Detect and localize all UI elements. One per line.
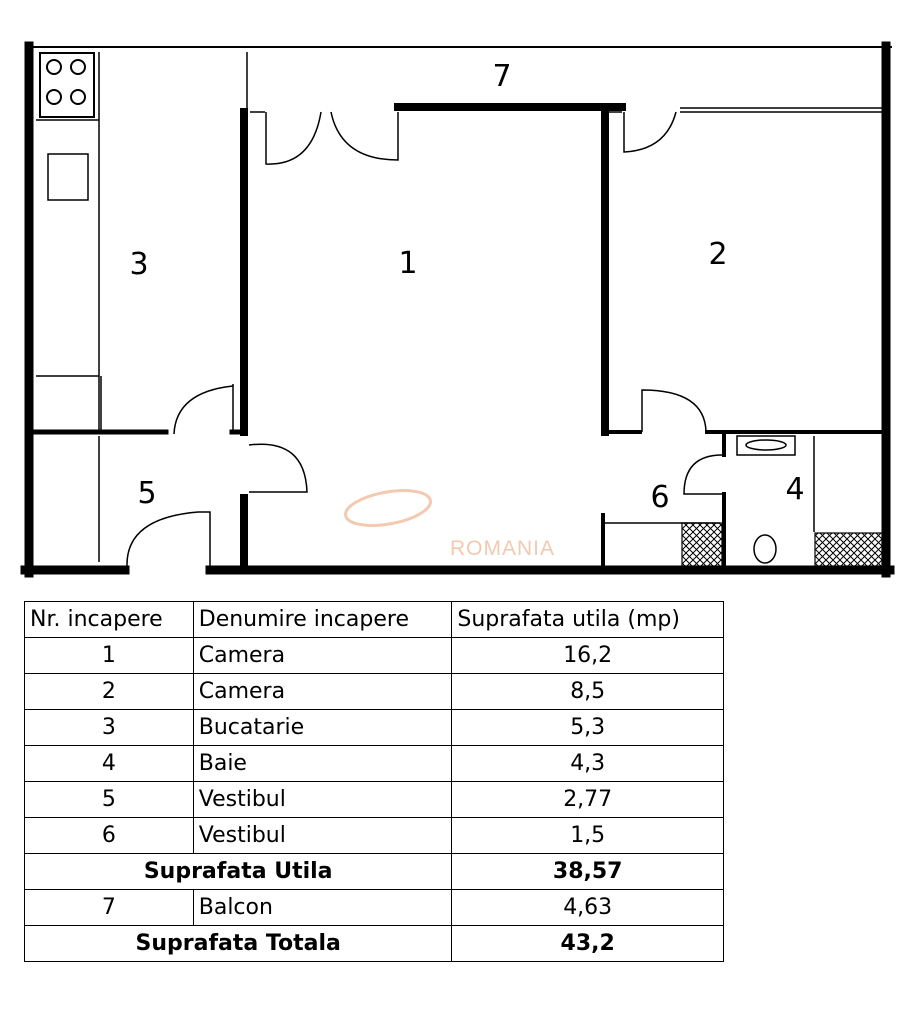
- door-closet-left: [266, 112, 321, 164]
- cell-area: 8,5: [452, 674, 724, 710]
- door-bath: [684, 455, 722, 494]
- room-label-1: 1: [398, 246, 418, 281]
- total-label: Suprafata Totala: [25, 926, 452, 962]
- cell-area: 1,5: [452, 818, 724, 854]
- room-label-6: 6: [650, 480, 670, 515]
- table-row: [25, 746, 724, 782]
- cell-area: 4,63: [452, 890, 724, 926]
- thin-lines: [36, 52, 882, 562]
- sink-icon: [48, 154, 88, 200]
- room-label-7: 7: [492, 59, 512, 94]
- room-label-4: 4: [785, 472, 805, 507]
- cell-area: 16,2: [452, 638, 724, 674]
- cell-nr: 5: [25, 782, 194, 818]
- door-kitchen: [174, 386, 233, 434]
- door-room2: [624, 112, 676, 152]
- cell-area: 5,3: [452, 710, 724, 746]
- door-closet-right: [331, 112, 398, 160]
- shaft-hatch-icon: [682, 523, 722, 566]
- header-name: Denumire incapere: [193, 602, 452, 638]
- table-header-row: [25, 602, 724, 638]
- cell-name: Camera: [193, 638, 452, 674]
- toilet-icon: [754, 535, 776, 563]
- subtotal-row: [25, 854, 724, 890]
- total-row: [25, 926, 724, 962]
- cell-name: Bucatarie: [193, 710, 452, 746]
- table-row: [25, 710, 724, 746]
- cell-name: Balcon: [193, 890, 452, 926]
- cell-area: 4,3: [452, 746, 724, 782]
- table-row: [25, 782, 724, 818]
- cell-nr: 1: [25, 638, 194, 674]
- table-row: [25, 638, 724, 674]
- room-label-2: 2: [708, 237, 728, 272]
- watermark-text: ROMANIA: [450, 537, 556, 560]
- subtotal-label: Suprafata Utila: [25, 854, 452, 890]
- cell-name: Vestibul: [193, 818, 452, 854]
- door-room2-lower: [642, 390, 706, 432]
- cell-nr: 6: [25, 818, 194, 854]
- total-area: 43,2: [452, 926, 724, 962]
- cell-nr: 7: [25, 890, 194, 926]
- door-entrance: [127, 512, 210, 566]
- cell-name: Camera: [193, 674, 452, 710]
- door-swings: [127, 112, 722, 566]
- room-label-3: 3: [129, 247, 149, 282]
- cell-nr: 2: [25, 674, 194, 710]
- header-nr: Nr. incapere: [25, 602, 194, 638]
- subtotal-area: 38,57: [452, 854, 724, 890]
- room-label-5: 5: [137, 476, 157, 511]
- area-table: [24, 601, 724, 962]
- cell-name: Vestibul: [193, 782, 452, 818]
- table-row: [25, 818, 724, 854]
- shower-tray-icon: [815, 533, 882, 566]
- watermark-logo: [343, 485, 433, 531]
- cell-nr: 4: [25, 746, 194, 782]
- cell-nr: 3: [25, 710, 194, 746]
- door-room1: [249, 444, 307, 492]
- balcony-row: [25, 890, 724, 926]
- table-row: [25, 674, 724, 710]
- header-area: Suprafata utila (mp): [452, 602, 724, 638]
- cell-name: Baie: [193, 746, 452, 782]
- cell-area: 2,77: [452, 782, 724, 818]
